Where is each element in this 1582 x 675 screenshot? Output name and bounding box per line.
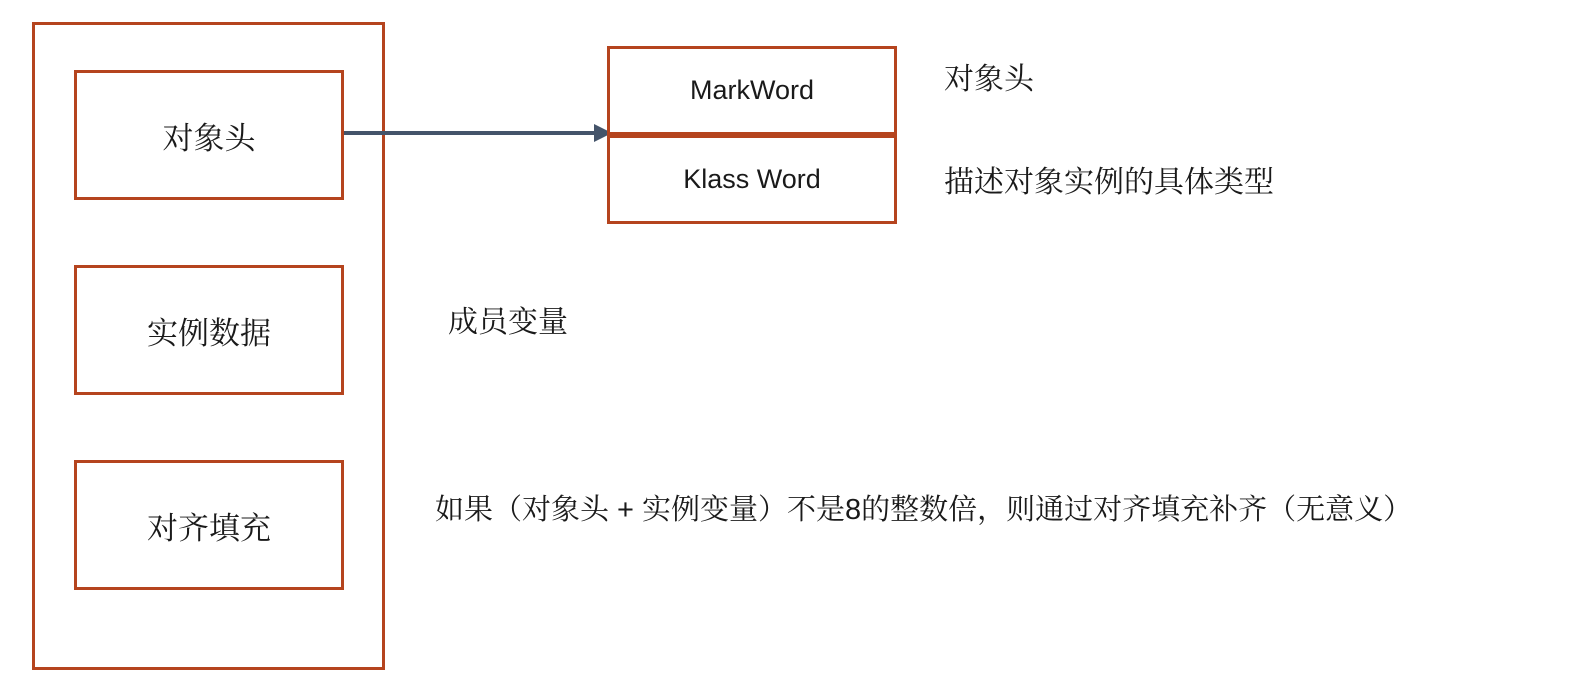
note-alignment-padding: 如果（对象头 + 实例变量）不是8的整数倍，则通过对齐填充补齐（无意义） (435, 494, 1413, 526)
instance-data-box (74, 265, 344, 395)
note-object-header: 对象头 (944, 63, 1034, 96)
markword-label: MarkWord (689, 75, 815, 105)
alignment-padding-box (74, 460, 344, 590)
markword-box (607, 46, 897, 135)
arrow-icon (344, 118, 614, 148)
klassword-label: Klass Word (683, 164, 821, 194)
klassword-box (607, 135, 897, 224)
note-klass-word: 描述对象实例的具体类型 (944, 166, 1274, 199)
note-instance-data: 成员变量 (448, 306, 568, 339)
alignment-padding-label: 对齐填充 (147, 510, 271, 546)
object-header-label: 对象头 (162, 120, 256, 156)
instance-data-label: 实例数据 (147, 315, 271, 351)
object-header-box (74, 70, 344, 200)
